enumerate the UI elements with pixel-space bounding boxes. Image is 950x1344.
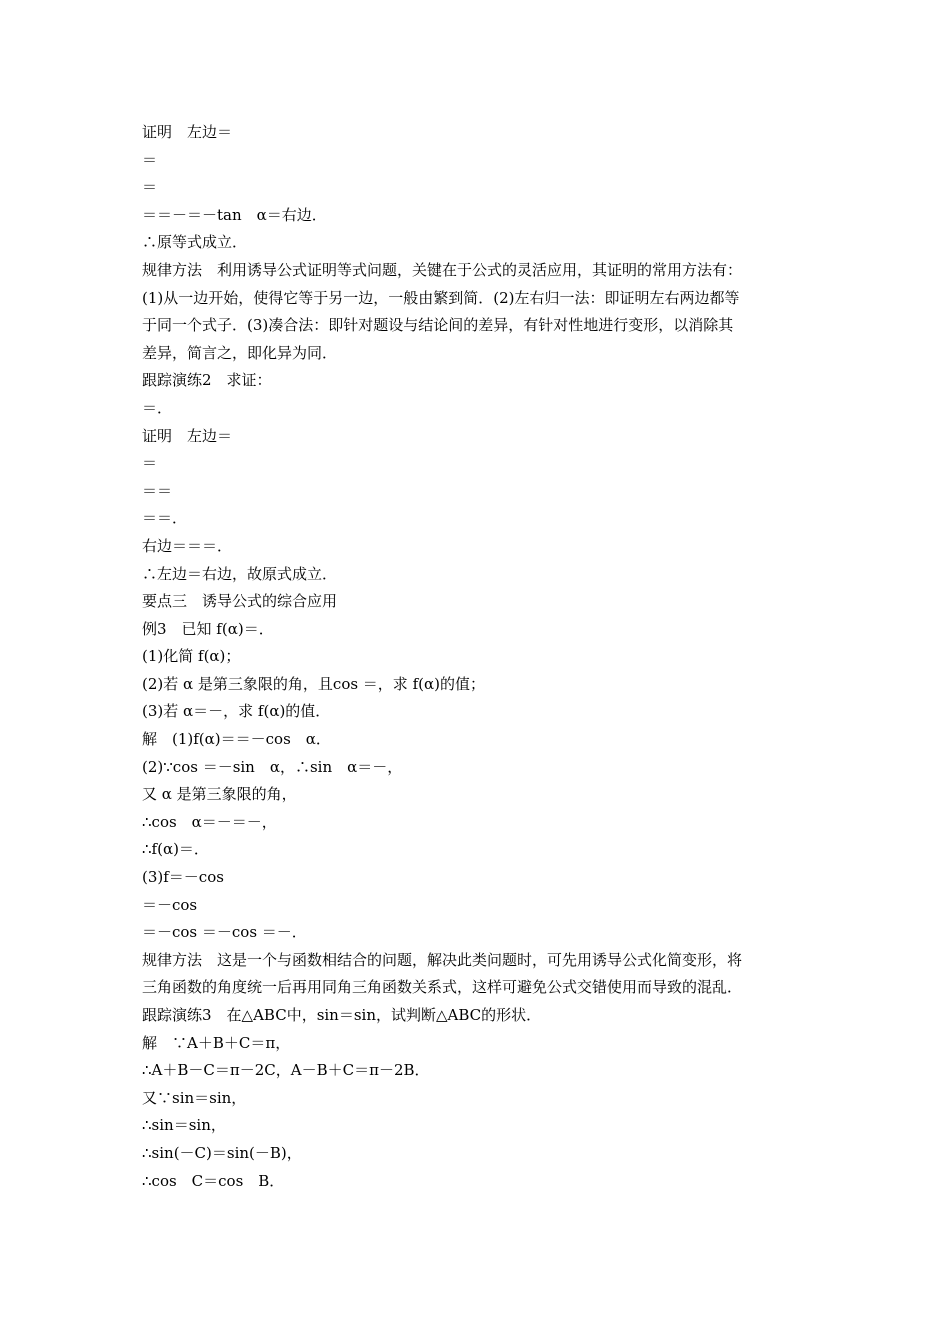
text-line: ∴左边＝右边，故原式成立． [142,564,338,583]
text-line: ＝． [142,398,173,417]
text-line: 于同一个式子．(3)凑合法：即针对题设与结论间的差异，有针对性地进行变形，以消除其 [142,316,734,335]
text-line: (3)若 α＝－，求 f(α)的值． [142,702,331,721]
text-line: ∴sin＝sin， [142,1116,226,1135]
text-line: 解 ∵A＋B＋C＝π， [142,1033,291,1052]
text-line: ∴A＋B－C＝π－2C，A－B＋C＝π－2B． [142,1061,430,1080]
text-line: ＝ [142,178,158,197]
text-line: ＝ [142,150,158,169]
text-line: (3)f＝－cos [142,868,224,887]
text-line: ＝－cos ＝－cos ＝－． [142,923,307,942]
text-line: 跟踪演练2 求证： [142,371,272,390]
text-line: (1)化简 f(α)； [142,647,241,666]
text-line: ∴原等式成立． [142,233,248,252]
text-line: 规律方法 利用诱导公式证明等式问题，关键在于公式的灵活应用，其证明的常用方法有： [142,260,743,279]
text-line: (1)从一边开始，使得它等于另一边，一般由繁到简．(2)左右归一法：即证明左右两边都等 [142,288,740,307]
text-line: ＝＝ [142,481,173,500]
text-line: 三角函数的角度统一后再用同角三角函数关系式，这样可避免公式交错使用而导致的混乱． [142,978,743,997]
text-line: 要点三 诱导公式的综合应用 [142,592,338,611]
text-line: ∴sin(－C)＝sin(－B)， [142,1143,302,1162]
text-line: 证明 左边＝ [142,426,233,445]
text-line: 差异，简言之，即化异为同． [142,343,338,362]
text-line: ∴cos C＝cos B． [142,1171,285,1190]
document-body [142,119,817,1195]
text-line: ＝＝－＝－tan α＝右边． [142,205,327,224]
text-line: 右边＝＝＝． [142,536,233,555]
text-line: 规律方法 这是一个与函数相结合的问题，解决此类问题时，可先用诱导公式化简变形，将 [142,950,743,969]
text-line: 证明 左边＝ [142,123,233,141]
text-line: 跟踪演练3 在△ABC中，sin＝sin，试判断△ABC的形状． [142,1006,542,1024]
text-line: 又∵sin＝sin， [142,1088,247,1107]
text-line: ∴cos α＝－＝－， [142,812,277,831]
text-line: 例3 已知 f(α)＝． [142,619,274,638]
text-line: ＝ [142,454,158,473]
text-line: (2)∵cos ＝－sin α，∴sin α＝－， [142,757,403,776]
text-line: ＝＝． [142,509,188,528]
text-line: (2)若 α 是第三象限的角，且cos ＝，求 f(α)的值； [142,674,485,693]
text-line: 又 α 是第三象限的角， [142,785,297,804]
text-line: ＝－cos [142,895,198,914]
text-line: ∴f(α)＝． [142,840,209,859]
text-line: 解 (1)f(α)＝＝－cos α． [142,730,331,749]
